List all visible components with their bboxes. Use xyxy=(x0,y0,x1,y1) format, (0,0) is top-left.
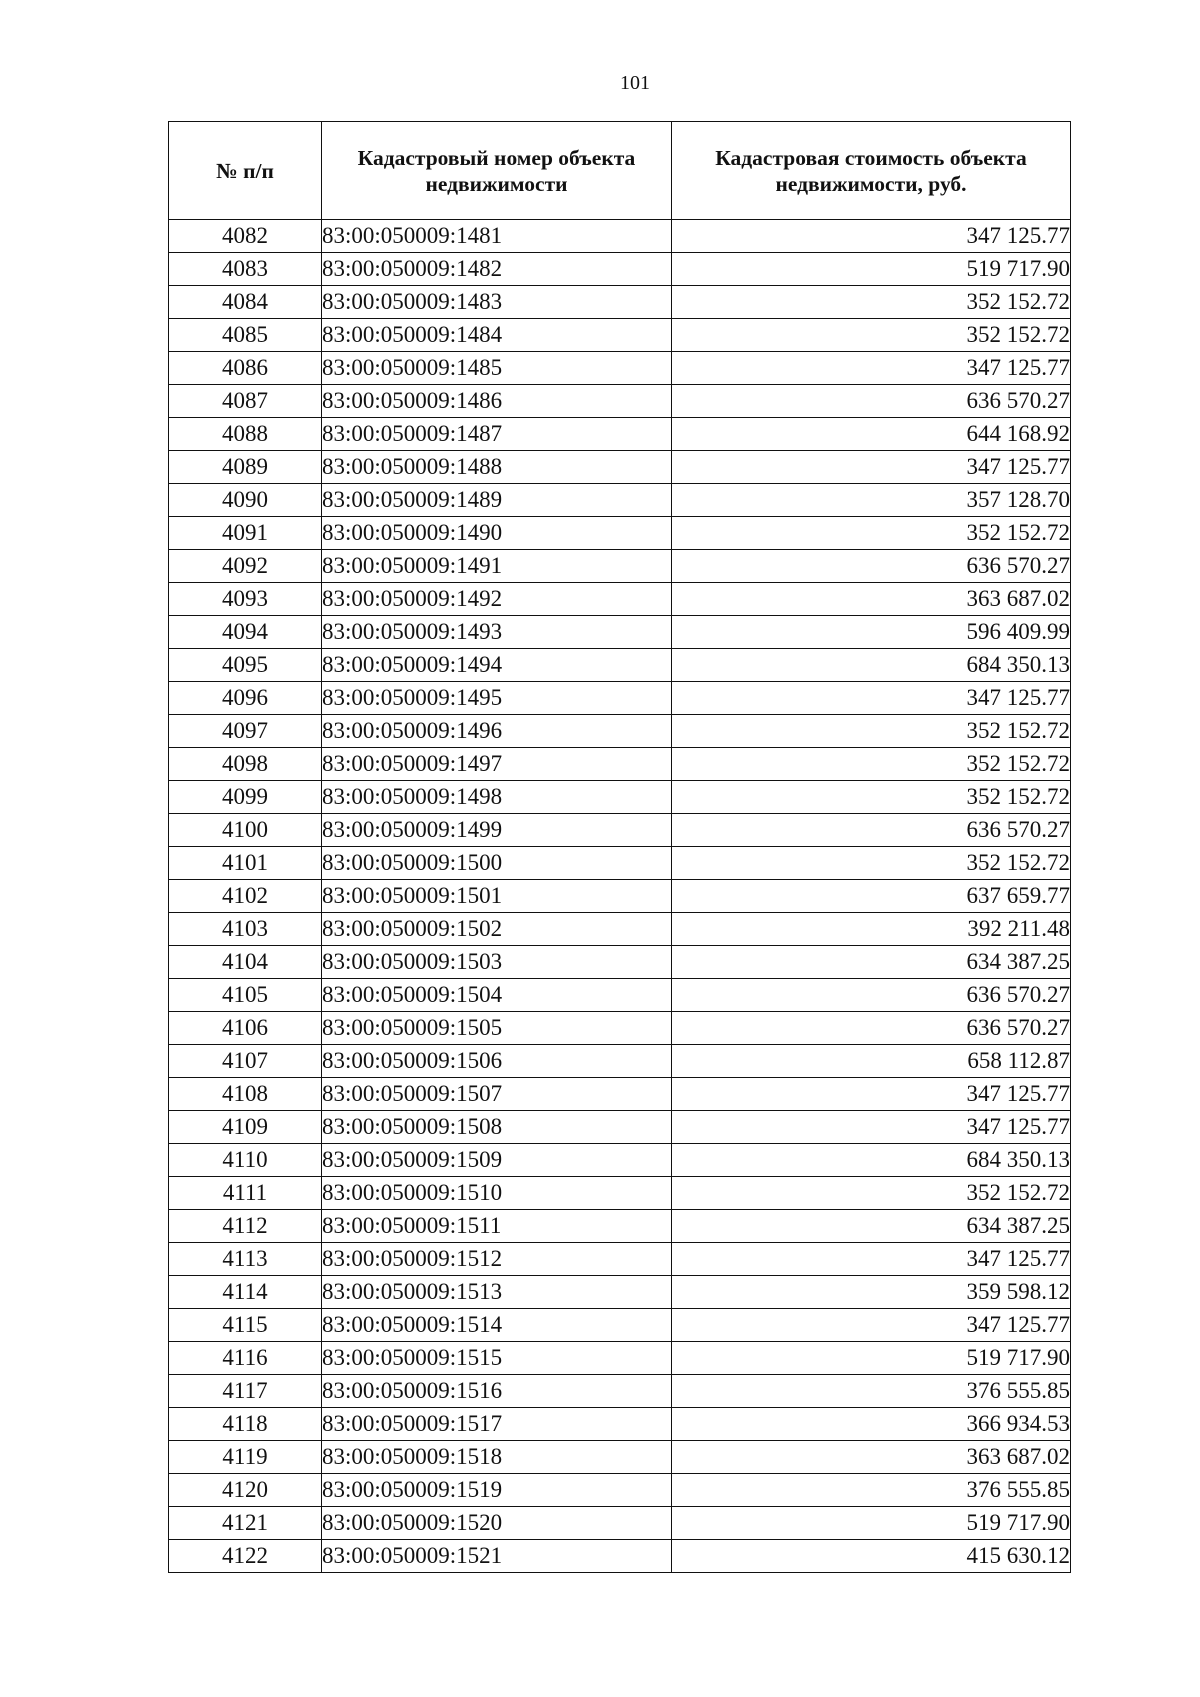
cadastral-value-cell: 684 350.13 xyxy=(672,1144,1071,1177)
row-number-cell: 4082 xyxy=(169,220,322,253)
table-row xyxy=(169,1276,1071,1309)
page-number: 101 xyxy=(620,72,650,94)
table-row xyxy=(169,1012,1071,1045)
row-number-cell: 4111 xyxy=(169,1177,322,1210)
cadastral-number-cell: 83:00:050009:1498 xyxy=(322,781,672,814)
cadastral-number-cell: 83:00:050009:1507 xyxy=(322,1078,672,1111)
cadastral-number-cell: 83:00:050009:1485 xyxy=(322,352,672,385)
cadastral-number-cell: 83:00:050009:1487 xyxy=(322,418,672,451)
row-number-cell: 4104 xyxy=(169,946,322,979)
cadastral-number-cell: 83:00:050009:1490 xyxy=(322,517,672,550)
cadastral-value-cell: 366 934.53 xyxy=(672,1408,1071,1441)
row-number-cell: 4120 xyxy=(169,1474,322,1507)
cadastral-value-cell: 634 387.25 xyxy=(672,1210,1071,1243)
cadastral-number-cell: 83:00:050009:1481 xyxy=(322,220,672,253)
cadastral-value-cell: 376 555.85 xyxy=(672,1474,1071,1507)
row-number-cell: 4115 xyxy=(169,1309,322,1342)
cadastral-number-cell: 83:00:050009:1520 xyxy=(322,1507,672,1540)
cadastral-number-cell: 83:00:050009:1500 xyxy=(322,847,672,880)
cadastral-value-cell: 352 152.72 xyxy=(672,847,1071,880)
cadastral-value-cell: 658 112.87 xyxy=(672,1045,1071,1078)
table-header xyxy=(169,122,1071,220)
table-row xyxy=(169,517,1071,550)
header-cadastral-value: Кадастровая стоимость объекта недвижимости, руб. xyxy=(672,122,1071,220)
cadastral-value-cell: 347 125.77 xyxy=(672,220,1071,253)
cadastral-value-cell: 636 570.27 xyxy=(672,1012,1071,1045)
cadastral-value-cell: 352 152.72 xyxy=(672,715,1071,748)
table-row xyxy=(169,1111,1071,1144)
cadastral-number-cell: 83:00:050009:1506 xyxy=(322,1045,672,1078)
table-row xyxy=(169,1243,1071,1276)
cadastral-value-cell: 347 125.77 xyxy=(672,1243,1071,1276)
cadastral-value-cell: 644 168.92 xyxy=(672,418,1071,451)
cadastral-number-cell: 83:00:050009:1502 xyxy=(322,913,672,946)
cadastral-value-cell: 637 659.77 xyxy=(672,880,1071,913)
row-number-cell: 4106 xyxy=(169,1012,322,1045)
cadastral-number-cell: 83:00:050009:1517 xyxy=(322,1408,672,1441)
table-body xyxy=(169,220,1071,1573)
cadastral-value-cell: 347 125.77 xyxy=(672,1309,1071,1342)
cadastral-value-cell: 684 350.13 xyxy=(672,649,1071,682)
table-row xyxy=(169,1408,1071,1441)
table-row xyxy=(169,451,1071,484)
cadastral-number-cell: 83:00:050009:1505 xyxy=(322,1012,672,1045)
cadastral-number-cell: 83:00:050009:1519 xyxy=(322,1474,672,1507)
table-row xyxy=(169,847,1071,880)
row-number-cell: 4112 xyxy=(169,1210,322,1243)
cadastral-number-cell: 83:00:050009:1501 xyxy=(322,880,672,913)
table-row xyxy=(169,550,1071,583)
table-row xyxy=(169,946,1071,979)
cadastral-value-cell: 392 211.48 xyxy=(672,913,1071,946)
table-row xyxy=(169,418,1071,451)
row-number-cell: 4090 xyxy=(169,484,322,517)
cadastral-value-cell: 363 687.02 xyxy=(672,583,1071,616)
table-row xyxy=(169,1507,1071,1540)
table-row xyxy=(169,1144,1071,1177)
row-number-cell: 4110 xyxy=(169,1144,322,1177)
cadastral-value-cell: 636 570.27 xyxy=(672,979,1071,1012)
cadastral-value-table xyxy=(168,121,1071,1573)
cadastral-value-cell: 636 570.27 xyxy=(672,550,1071,583)
table-row xyxy=(169,880,1071,913)
row-number-cell: 4085 xyxy=(169,319,322,352)
cadastral-number-cell: 83:00:050009:1494 xyxy=(322,649,672,682)
cadastral-value-cell: 352 152.72 xyxy=(672,748,1071,781)
row-number-cell: 4116 xyxy=(169,1342,322,1375)
cadastral-value-cell: 347 125.77 xyxy=(672,451,1071,484)
cadastral-value-cell: 634 387.25 xyxy=(672,946,1071,979)
cadastral-value-cell: 357 128.70 xyxy=(672,484,1071,517)
row-number-cell: 4097 xyxy=(169,715,322,748)
table-row xyxy=(169,649,1071,682)
table-row xyxy=(169,1045,1071,1078)
table-row xyxy=(169,484,1071,517)
table-row xyxy=(169,1309,1071,1342)
cadastral-value-cell: 352 152.72 xyxy=(672,781,1071,814)
row-number-cell: 4109 xyxy=(169,1111,322,1144)
row-number-cell: 4087 xyxy=(169,385,322,418)
table-row xyxy=(169,352,1071,385)
cadastral-value-cell: 519 717.90 xyxy=(672,253,1071,286)
table-row xyxy=(169,979,1071,1012)
row-number-cell: 4113 xyxy=(169,1243,322,1276)
row-number-cell: 4105 xyxy=(169,979,322,1012)
row-number-cell: 4091 xyxy=(169,517,322,550)
cadastral-number-cell: 83:00:050009:1492 xyxy=(322,583,672,616)
cadastral-number-cell: 83:00:050009:1513 xyxy=(322,1276,672,1309)
cadastral-value-cell: 347 125.77 xyxy=(672,1111,1071,1144)
header-cadastral-number: Кадастровый номер объекта недвижимости xyxy=(322,122,672,220)
row-number-cell: 4121 xyxy=(169,1507,322,1540)
table-row xyxy=(169,616,1071,649)
row-number-cell: 4086 xyxy=(169,352,322,385)
row-number-cell: 4103 xyxy=(169,913,322,946)
cadastral-value-cell: 415 630.12 xyxy=(672,1540,1071,1573)
table-row xyxy=(169,319,1071,352)
cadastral-number-cell: 83:00:050009:1510 xyxy=(322,1177,672,1210)
table-row xyxy=(169,220,1071,253)
row-number-cell: 4098 xyxy=(169,748,322,781)
cadastral-value-cell: 352 152.72 xyxy=(672,1177,1071,1210)
cadastral-value-cell: 363 687.02 xyxy=(672,1441,1071,1474)
cadastral-value-cell: 352 152.72 xyxy=(672,517,1071,550)
row-number-cell: 4092 xyxy=(169,550,322,583)
row-number-cell: 4108 xyxy=(169,1078,322,1111)
table-row xyxy=(169,583,1071,616)
cadastral-number-cell: 83:00:050009:1482 xyxy=(322,253,672,286)
row-number-cell: 4119 xyxy=(169,1441,322,1474)
cadastral-number-cell: 83:00:050009:1491 xyxy=(322,550,672,583)
table-row xyxy=(169,913,1071,946)
cadastral-value-cell: 636 570.27 xyxy=(672,814,1071,847)
cadastral-number-cell: 83:00:050009:1497 xyxy=(322,748,672,781)
cadastral-number-cell: 83:00:050009:1514 xyxy=(322,1309,672,1342)
table-header-row xyxy=(169,122,1071,220)
cadastral-number-cell: 83:00:050009:1516 xyxy=(322,1375,672,1408)
cadastral-number-cell: 83:00:050009:1521 xyxy=(322,1540,672,1573)
cadastral-number-cell: 83:00:050009:1493 xyxy=(322,616,672,649)
cadastral-number-cell: 83:00:050009:1483 xyxy=(322,286,672,319)
cadastral-value-cell: 376 555.85 xyxy=(672,1375,1071,1408)
cadastral-number-cell: 83:00:050009:1489 xyxy=(322,484,672,517)
table-row xyxy=(169,1540,1071,1573)
row-number-cell: 4107 xyxy=(169,1045,322,1078)
cadastral-number-cell: 83:00:050009:1499 xyxy=(322,814,672,847)
cadastral-value-cell: 347 125.77 xyxy=(672,352,1071,385)
row-number-cell: 4088 xyxy=(169,418,322,451)
row-number-cell: 4095 xyxy=(169,649,322,682)
row-number-cell: 4084 xyxy=(169,286,322,319)
cadastral-number-cell: 83:00:050009:1515 xyxy=(322,1342,672,1375)
table-row xyxy=(169,682,1071,715)
row-number-cell: 4118 xyxy=(169,1408,322,1441)
table-row xyxy=(169,1210,1071,1243)
cadastral-number-cell: 83:00:050009:1503 xyxy=(322,946,672,979)
cadastral-number-cell: 83:00:050009:1495 xyxy=(322,682,672,715)
cadastral-value-cell: 636 570.27 xyxy=(672,385,1071,418)
cadastral-number-cell: 83:00:050009:1508 xyxy=(322,1111,672,1144)
table-row xyxy=(169,286,1071,319)
cadastral-number-cell: 83:00:050009:1504 xyxy=(322,979,672,1012)
table-row xyxy=(169,253,1071,286)
cadastral-value-cell: 519 717.90 xyxy=(672,1342,1071,1375)
cadastral-value-cell: 359 598.12 xyxy=(672,1276,1071,1309)
cadastral-number-cell: 83:00:050009:1509 xyxy=(322,1144,672,1177)
cadastral-value-cell: 519 717.90 xyxy=(672,1507,1071,1540)
cadastral-number-cell: 83:00:050009:1518 xyxy=(322,1441,672,1474)
cadastral-value-cell: 347 125.77 xyxy=(672,1078,1071,1111)
row-number-cell: 4100 xyxy=(169,814,322,847)
row-number-cell: 4102 xyxy=(169,880,322,913)
table-row xyxy=(169,1177,1071,1210)
row-number-cell: 4089 xyxy=(169,451,322,484)
row-number-cell: 4099 xyxy=(169,781,322,814)
row-number-cell: 4101 xyxy=(169,847,322,880)
cadastral-number-cell: 83:00:050009:1511 xyxy=(322,1210,672,1243)
row-number-cell: 4094 xyxy=(169,616,322,649)
table-row xyxy=(169,1375,1071,1408)
cadastral-value-cell: 352 152.72 xyxy=(672,286,1071,319)
table-row xyxy=(169,715,1071,748)
row-number-cell: 4114 xyxy=(169,1276,322,1309)
table-row xyxy=(169,1474,1071,1507)
table-row xyxy=(169,748,1071,781)
cadastral-number-cell: 83:00:050009:1486 xyxy=(322,385,672,418)
table-row xyxy=(169,781,1071,814)
cadastral-number-cell: 83:00:050009:1512 xyxy=(322,1243,672,1276)
table-row xyxy=(169,1441,1071,1474)
cadastral-value-cell: 596 409.99 xyxy=(672,616,1071,649)
row-number-cell: 4122 xyxy=(169,1540,322,1573)
cadastral-number-cell: 83:00:050009:1488 xyxy=(322,451,672,484)
row-number-cell: 4117 xyxy=(169,1375,322,1408)
header-row-number: № п/п xyxy=(169,122,322,220)
row-number-cell: 4093 xyxy=(169,583,322,616)
table-row xyxy=(169,814,1071,847)
cadastral-value-cell: 347 125.77 xyxy=(672,682,1071,715)
row-number-cell: 4096 xyxy=(169,682,322,715)
cadastral-value-cell: 352 152.72 xyxy=(672,319,1071,352)
cadastral-number-cell: 83:00:050009:1484 xyxy=(322,319,672,352)
cadastral-number-cell: 83:00:050009:1496 xyxy=(322,715,672,748)
table-row xyxy=(169,385,1071,418)
table-row xyxy=(169,1342,1071,1375)
table-row xyxy=(169,1078,1071,1111)
row-number-cell: 4083 xyxy=(169,253,322,286)
